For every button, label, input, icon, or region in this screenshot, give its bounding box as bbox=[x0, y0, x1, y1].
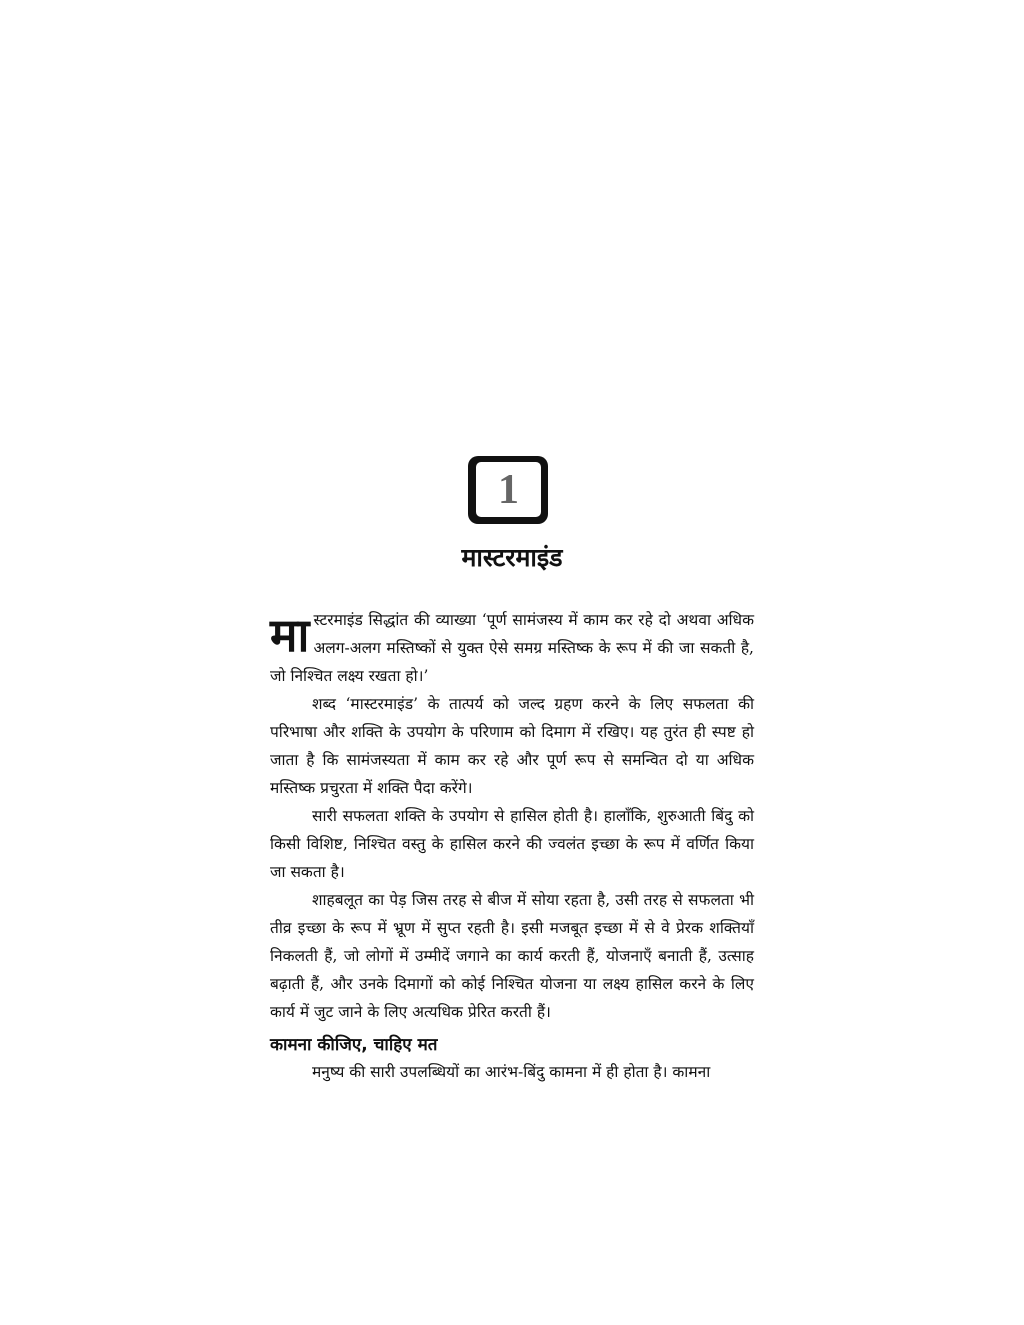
drop-cap: मा bbox=[270, 608, 310, 662]
chapter-number: 1 bbox=[498, 466, 519, 513]
chapter-title: मास्टरमाइंड bbox=[461, 543, 563, 572]
section-heading: कामना कीजिए, चाहिए मत bbox=[270, 1035, 438, 1055]
paragraph-2: शब्द ‘मास्टरमाइंड’ के तात्पर्य को जल्द ग्रहण करने के लिए सफलता की परिभाषा और शक्ति के उपयोग के परिणाम को दिमाग में रखिए। यह तुरंत ही स्पष्ट हो जाता है कि सामंजस्यता में काम कर रहे और पूर्ण रूप से समन्वित दो या अधिक मस्तिष्क प्रचुरता में शक्ति पैदा करेंगे। bbox=[270, 695, 754, 797]
paragraph-4: शाहबलूत का पेड़ जिस तरह से बीज में सोया रहता है, उसी तरह से सफलता भी तीव्र इच्छा के रूप में भ्रूण में सुप्त रहती है। इसी मजबूत इच्छा में से वे प्रेरक शक्तियाँ निकलती हैं, जो लोगों में उम्मीदें जगाने का कार्य करती हैं, योजनाएँ बनाती हैं, उत्साह बढ़ाती हैं, और उनके दिमागों को कोई निश्चित योजना या लक्ष्य हासिल करने के लिए कार्य में जुट जाने के लिए अत्यधिक प्रेरित करती हैं। bbox=[270, 891, 754, 1021]
section-first-line: मनुष्य की सारी उपलब्धियों का आरंभ-बिंदु कामना में ही होता है। कामना bbox=[312, 1063, 711, 1081]
paragraph-1-text: स्टरमाइंड सिद्धांत की व्याख्या ‘पूर्ण सामंजस्य में काम कर रहे दो अथवा अधिक अलग-अलग मस्तिष्कों से युक्त ऐसे समग्र मस्तिष्क के रूप में की जा सकती है, जो निश्चित लक्ष्य रखता हो।’ bbox=[270, 611, 754, 685]
chapter-badge-frame bbox=[473, 459, 544, 520]
chapter-number-badge bbox=[468, 456, 554, 530]
paragraph-3: सारी सफलता शक्ति के उपयोग से हासिल होती है। हालाँकि, शुरुआती बिंदु को किसी विशिष्ट, निश्चित वस्तु के हासिल करने की ज्वलंत इच्छा के रूप में वर्णित किया जा सकता है। bbox=[270, 807, 754, 881]
paragraph-1 bbox=[270, 606, 754, 690]
